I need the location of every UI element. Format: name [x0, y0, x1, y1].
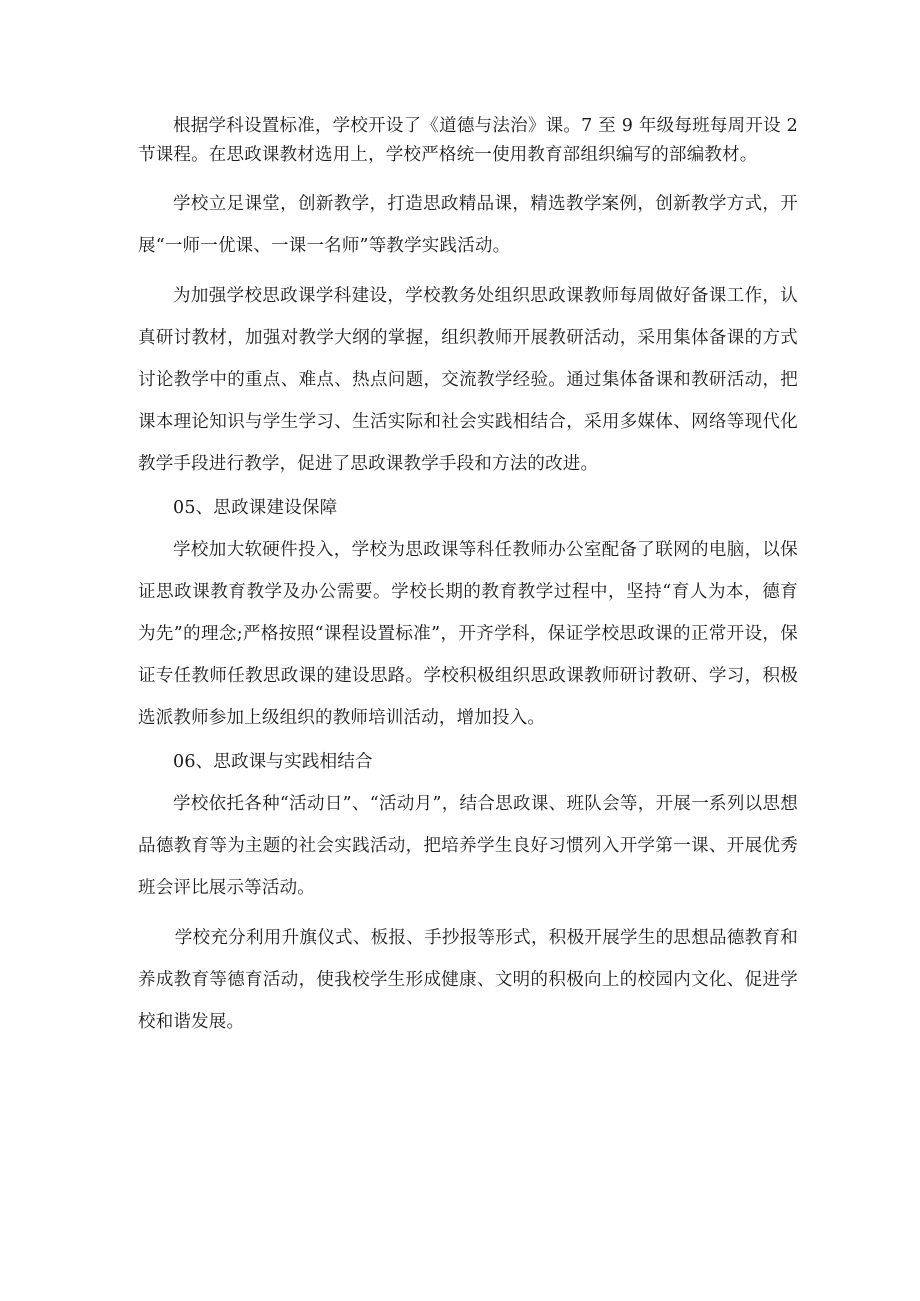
paragraph-classroom-innovation: 学校立足课堂，创新教学，打造思政精品课，精选教学案例，创新教学方式，开展“一师一优课、一课一名师”等教学实践活动。 [138, 194, 798, 256]
section-heading-05: 05、思政课建设保障 [173, 498, 338, 518]
section-heading-06: 06、思政课与实践相结合 [173, 752, 373, 772]
paragraph-course-setup: 根据学科设置标准，学校开设了《道德与法治》课。7 至 9 年级每班每周开设 2 节课程。在思政课教材选用上，学校严格统一使用教育部组织编写的部编教材。 [138, 116, 798, 165]
paragraph-construction-support: 学校加大软硬件投入，学校为思政课等科任教师办公室配备了联网的电脑，以保证思政课教育教学及办公需要。学校长期的教育教学过程中，坚持“育人为本，德育为先”的理念;严格按照“课程设置标准”，开齐学科，保证学校思政课的正常开设，保证专任教师任教思政课的建设思路。学校积极组织思政课教师研讨教研、学习，积极选派教师参加上级组织的教师培训活动，增加投入。 [138, 540, 798, 728]
document-body [138, 112, 798, 1043]
paragraph-discipline-building: 为加强学校思政课学科建设，学校教务处组织思政课教师每周做好备课工作，认真研讨教材，加强对教学大纲的掌握，组织教师开展教研活动，采用集体备课的方式讨论教学中的重点、难点、热点问题，交流教学经验。通过集体备课和教研活动，把课本理论知识与学生学习、生活实际和社会实践相结合，采用多媒体、网络等现代化教学手段进行教学，促进了思政课教学手段和方法的改进。 [138, 286, 798, 474]
paragraph-moral-education: 学校充分利用升旗仪式、板报、手抄报等形式，积极开展学生的思想品德教育和养成教育等德育活动，使我校学生形成健康、文明的积极向上的校园内文化、促进学校和谐发展。 [138, 928, 798, 1032]
paragraph-practice-activities: 学校依托各种“活动日”、“活动月”，结合思政课、班队会等，开展一系列以思想品德教育等为主题的社会实践活动，把培养学生良好习惯列入开学第一课、开展优秀班会评比展示等活动。 [138, 794, 798, 898]
